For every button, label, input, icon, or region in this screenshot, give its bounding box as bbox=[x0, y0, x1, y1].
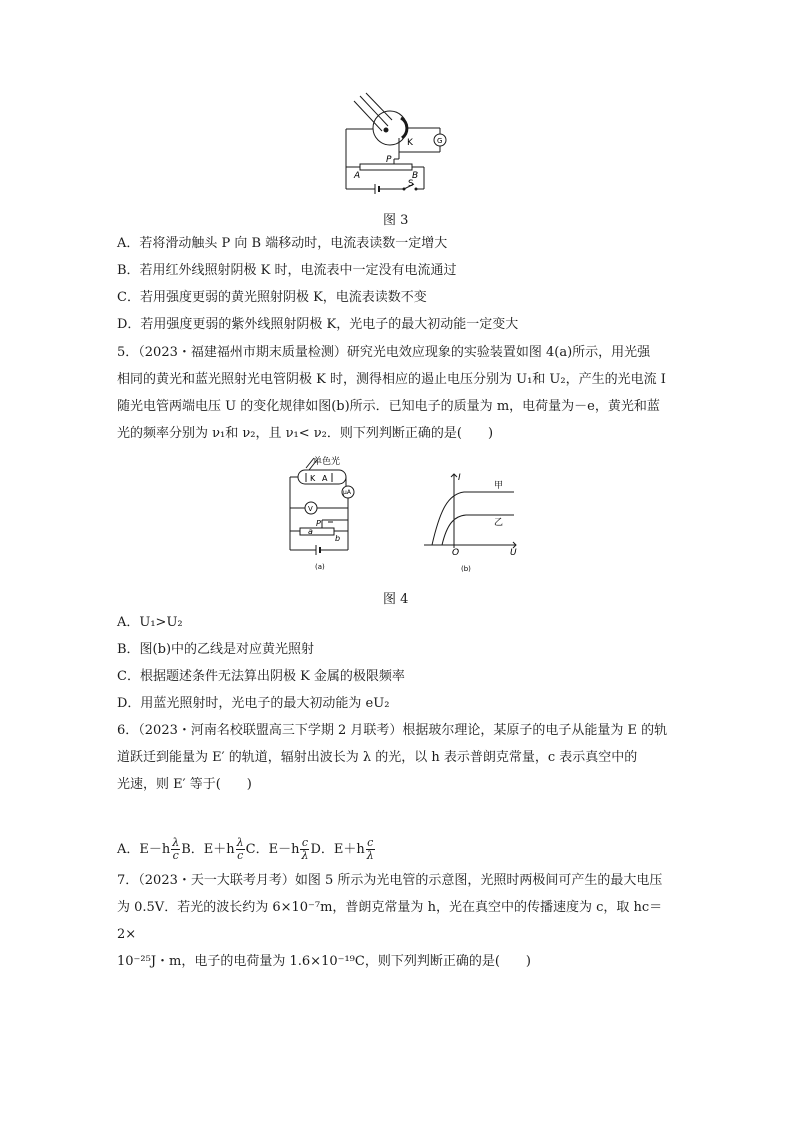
q5-option-a: A．U₁>U₂ bbox=[117, 615, 183, 630]
q5-stem-line1: 5．（2023・福建福州市期末质量检测）研究光电效应现象的实验装置如图 4(a)所示，用光强 bbox=[117, 345, 651, 360]
label-light: 单色光 bbox=[313, 457, 341, 467]
q6-option-a-prefix: A．E－h bbox=[117, 842, 171, 857]
q6-option-b-prefix: B．E＋h bbox=[181, 842, 235, 857]
q6-option-d-prefix: D．E＋h bbox=[310, 842, 365, 857]
q7-stem-line2: 为 0.5V．若光的波长约为 6×10⁻⁷m，普朗克常量为 h，光在真空中的传播速度为 c，取 hc＝ bbox=[117, 900, 663, 915]
label-A: A bbox=[354, 171, 361, 181]
q6-option-a-fraction: $\frac{\lambda}{c}$ bbox=[172, 836, 180, 862]
label-P: P bbox=[316, 519, 321, 528]
q6-option-c-fraction: $\frac{c}{\lambda}$ bbox=[301, 836, 309, 862]
label-microammeter: μA bbox=[343, 489, 351, 496]
q6-option-d-fraction: $\frac{c}{\lambda}$ bbox=[366, 836, 374, 862]
figure-3-caption: 图 3 bbox=[383, 213, 409, 228]
label-sub-a: (a) bbox=[315, 563, 325, 571]
figure-4a-circuit bbox=[278, 452, 356, 572]
q5-option-c: C．根据题述条件无法算出阴极 K 金属的极限频率 bbox=[117, 669, 405, 684]
q4-option-d: D．若用强度更弱的紫外线照射阴极 K，光电子的最大初动能一定变大 bbox=[117, 317, 519, 332]
q5-option-b: B．图(b)中的乙线是对应黄光照射 bbox=[117, 642, 315, 657]
q5-stem-line3: 随光电管两端电压 U 的变化规律如图(b)所示．已知电子的质量为 m，电荷量为－e，黄光和蓝 bbox=[117, 399, 660, 414]
curve-label-jia: 甲 bbox=[494, 481, 504, 491]
q5-stem-line2: 相同的黄光和蓝光照射光电管阴极 K 时，测得相应的遏止电压分别为 U₁和 U₂，产生的光电流 I bbox=[117, 372, 666, 387]
q7-stem-line3: 2× bbox=[117, 927, 137, 942]
label-A: A bbox=[322, 474, 328, 483]
q6-stem-line2: 道跃迁到能量为 E′ 的轨道，辐射出波长为 λ 的光，以 h 表示普朗克常量，c 表示真空中的 bbox=[117, 750, 638, 765]
q7-stem-line1: 7．（2023・天一大联考月考）如图 5 所示为光电管的示意图，光照时两极间可产生的最大电压 bbox=[117, 873, 663, 888]
origin-label-O: O bbox=[452, 548, 460, 558]
label-G: G bbox=[437, 137, 443, 145]
label-K: K bbox=[310, 474, 316, 483]
q7-stem-line4: 10⁻²⁵J・m，电子的电荷量为 1.6×10⁻¹⁹C，则下列判断正确的是( ) bbox=[117, 954, 531, 969]
axis-label-U: U bbox=[510, 548, 517, 558]
q4-option-b: B．若用红外线照射阴极 K 时，电流表中一定没有电流通过 bbox=[117, 263, 457, 278]
figure-3-diagram bbox=[330, 92, 460, 200]
q6-options bbox=[117, 837, 376, 862]
q6-option-b-fraction: $\frac{\lambda}{c}$ bbox=[236, 836, 244, 862]
q4-option-a: A．若将滑动触头 P 向 B 端移动时，电流表读数一定增大 bbox=[117, 236, 448, 251]
figure-4-caption: 图 4 bbox=[383, 592, 409, 607]
label-K: K bbox=[407, 138, 413, 148]
label-b: b bbox=[335, 534, 341, 543]
axis-label-I: I bbox=[458, 473, 461, 483]
q4-option-c: C．若用强度更弱的黄光照射阴极 K，电流表读数不变 bbox=[117, 290, 427, 305]
q5-option-d: D．用蓝光照射时，光电子的最大初动能为 eU₂ bbox=[117, 696, 390, 711]
q6-stem-line3: 光速，则 E′ 等于( ) bbox=[117, 777, 252, 792]
q6-stem-line1: 6．（2023・河南名校联盟高三下学期 2 月联考）根据玻尔理论，某原子的电子从能量为 E 的轨 bbox=[117, 723, 668, 738]
label-B: B bbox=[412, 171, 419, 181]
curve-label-yi: 乙 bbox=[494, 518, 504, 528]
label-S: S bbox=[408, 179, 414, 189]
label-P: P bbox=[386, 155, 392, 165]
q5-stem-line4: 光的频率分别为 ν₁和 ν₂，且 ν₁< ν₂．则下列判断正确的是( ) bbox=[117, 426, 494, 441]
figure-4b-graph bbox=[420, 468, 522, 574]
label-V: V bbox=[308, 505, 313, 513]
label-a: a bbox=[308, 527, 313, 536]
label-sub-b: (b) bbox=[461, 565, 471, 573]
q6-option-c-prefix: C．E－h bbox=[245, 842, 300, 857]
